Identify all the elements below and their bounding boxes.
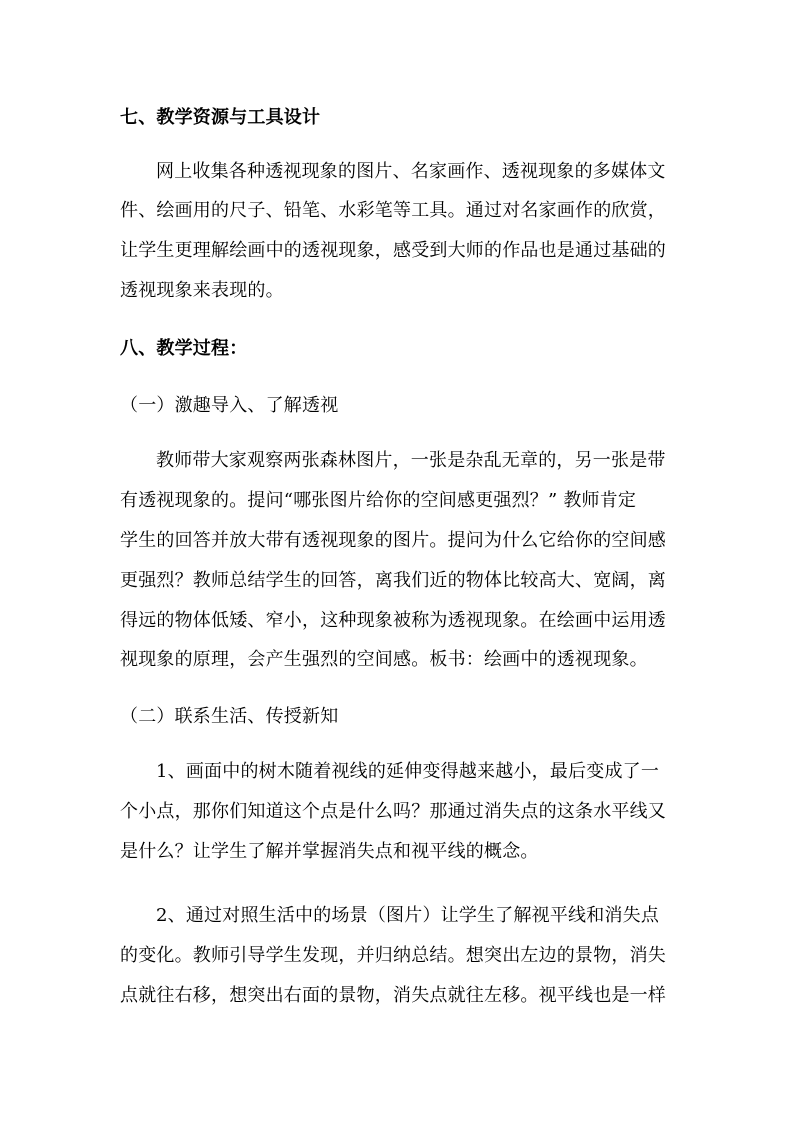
paragraph-line: 透视现象来表现的。	[120, 280, 284, 301]
section7-heading: 七、教学资源与工具设计	[120, 107, 321, 128]
paragraph-line: 学生的回答并放大带有透视现象的图片。提问为什么它给你的空间感	[120, 530, 666, 551]
paragraph-line: 更强烈？教师总结学生的回答，离我们近的物体比较高大、宽阔，离	[120, 570, 666, 591]
paragraph-line: 件、绘画用的尺子、铅笔、水彩笔等工具。通过对名家画作的欣赏，	[120, 200, 666, 221]
paragraph-line: 是什么？让学生了解并掌握消失点和视平线的概念。	[120, 841, 539, 862]
paragraph-line: 让学生更理解绘画中的透视现象，感受到大师的作品也是通过基础的	[120, 240, 666, 261]
paragraph-line: 网上收集各种透视现象的图片、名家画作、透视现象的多媒体文	[156, 161, 666, 182]
paragraph-line: 得远的物体低矮、窄小，这种现象被称为透视现象。在绘画中运用透	[120, 610, 666, 631]
paragraph-line: 视现象的原理，会产生强烈的空间感。板书：绘画中的透视现象。	[120, 649, 648, 670]
paragraph-line: 的变化。教师引导学生发现，并归纳总结。想突出左边的景物，消失	[120, 945, 666, 966]
paragraph-line: 点就往右移，想突出右面的景物，消失点就往左移。视平线也是一样	[120, 985, 666, 1006]
paragraph-line: 教师带大家观察两张森林图片，一张是杂乱无章的，另一张是带	[156, 450, 666, 471]
section8-heading: 八、教学过程：	[120, 338, 248, 359]
paragraph-line: 2、通过对照生活中的场景（图片）让学生了解视平线和消失点	[156, 905, 660, 926]
paragraph-line: 有透视现象的。提问“哪张图片给你的空间感更强烈？” 教师肯定	[120, 490, 637, 511]
paragraph-line: 1、画面中的树木随着视线的延伸变得越来越小，最后变成了一	[156, 761, 660, 782]
paragraph-line: 个小点，那你们知道这个点是什么吗？那通过消失点的这条水平线又	[120, 801, 666, 822]
part1-title: （一）激趣导入、了解透视	[120, 395, 339, 416]
part2-title: （二）联系生活、传授新知	[120, 706, 339, 727]
